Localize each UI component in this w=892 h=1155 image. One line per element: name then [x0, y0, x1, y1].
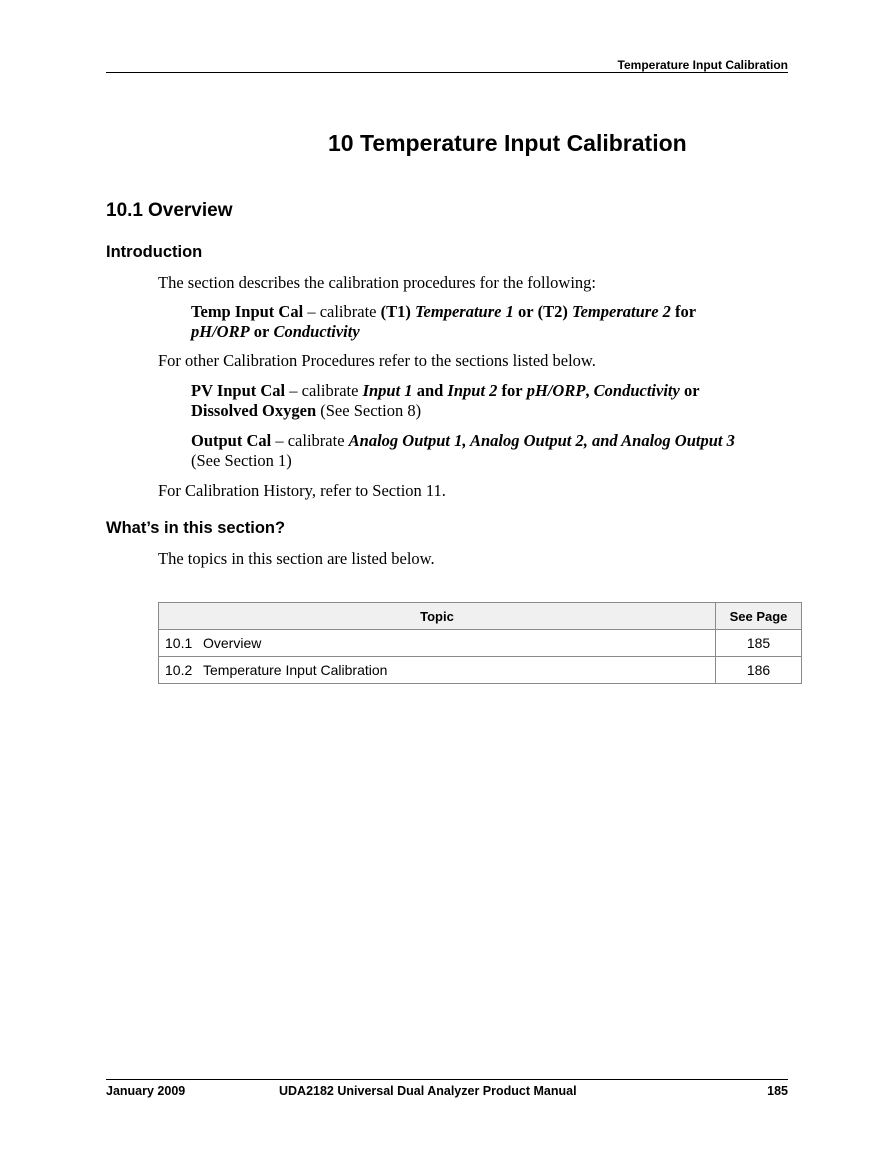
other-procedures-text: For other Calibration Procedures refer to the sections listed below. — [158, 351, 596, 370]
whats-in-section-heading: What’s in this section? — [106, 519, 286, 537]
intro-text: The section describes the calibration procedures for the following: — [158, 273, 597, 292]
footer-page-number: 185 — [767, 1084, 788, 1098]
topics-table — [158, 602, 802, 684]
output-cal-ref: (See Section 1) — [191, 451, 292, 470]
calibration-history-text: For Calibration History, refer to Section 11. — [158, 481, 446, 500]
topic-column-header: Topic — [159, 603, 716, 630]
topic-title: Overview — [203, 635, 262, 651]
chapter-title: 10 Temperature Input Calibration — [328, 130, 687, 156]
topic-cell — [159, 657, 716, 684]
pv-cal-dissolved: Dissolved Oxygen — [191, 401, 317, 420]
introduction-heading: Introduction — [106, 243, 203, 261]
pv-cal-ph: pH/ORP — [526, 381, 586, 400]
output-cal-dash: – calibrate — [271, 431, 349, 450]
page-cell: 186 — [716, 657, 802, 684]
pv-cal-or: or — [683, 381, 700, 400]
pv-cal-ref: (See Section 8) — [316, 401, 422, 420]
output-cal-outputs: Analog Output 1, Analog Output 2, and Analog Output 3 — [348, 431, 735, 450]
footer-rule — [106, 1079, 788, 1080]
temp-cal-dash: – calibrate — [303, 302, 381, 321]
footer-date: January 2009 — [106, 1084, 186, 1098]
table-row — [159, 657, 802, 684]
pv-cal-dash: – calibrate — [285, 381, 363, 400]
page-cell: 185 — [716, 630, 802, 657]
pv-cal-and: and — [416, 381, 444, 400]
temp-cal-or: or — [517, 302, 534, 321]
table-row — [159, 630, 802, 657]
temp-cal-or2: or — [253, 322, 270, 341]
temp-cal-ph: pH/ORP — [191, 322, 250, 341]
topic-number: 10.2 — [165, 662, 193, 678]
see-page-column-header: See Page — [716, 603, 802, 630]
pv-input-cal-item — [191, 381, 791, 421]
topic-title: Temperature Input Calibration — [203, 662, 388, 678]
output-cal-item — [191, 431, 801, 471]
temp-cal-name: Temp Input Cal — [191, 302, 304, 321]
temp-cal-t2: (T2) — [537, 302, 568, 321]
pv-cal-name: PV Input Cal — [191, 381, 286, 400]
temp-cal-t1: (T1) — [380, 302, 411, 321]
topic-number: 10.1 — [165, 635, 193, 651]
footer-manual-title: UDA2182 Universal Dual Analyzer Product Manual — [279, 1084, 577, 1098]
section-title: Overview — [148, 200, 233, 221]
pv-cal-input1: Input 1 — [362, 381, 413, 400]
table-header-row — [159, 603, 802, 630]
temp-cal-temp2: Temperature 2 — [572, 302, 671, 321]
pv-cal-cond: Conductivity — [593, 381, 680, 400]
pv-cal-input2: Input 2 — [447, 381, 498, 400]
temp-cal-temp1: Temperature 1 — [414, 302, 514, 321]
section-heading — [106, 200, 233, 222]
temp-cal-for: for — [675, 302, 697, 321]
section-number: 10.1 — [106, 200, 143, 221]
topics-intro-text: The topics in this section are listed below. — [158, 549, 435, 568]
temp-input-cal-item — [191, 302, 791, 342]
pv-cal-for: for — [501, 381, 523, 400]
temp-cal-cond: Conductivity — [273, 322, 360, 341]
output-cal-name: Output Cal — [191, 431, 272, 450]
running-header: Temperature Input Calibration — [617, 58, 788, 72]
pv-cal-comma: , — [585, 381, 590, 400]
topic-cell — [159, 630, 716, 657]
header-rule — [106, 72, 788, 73]
